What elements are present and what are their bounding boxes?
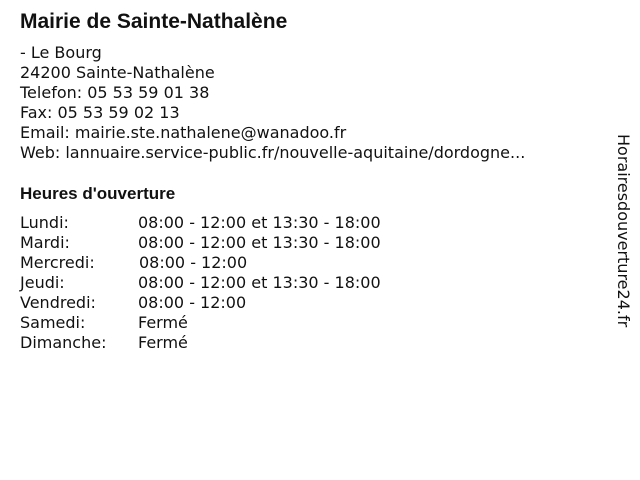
day-hours: 08:00 - 12:00 et 13:30 - 18:00 [138, 233, 381, 252]
day-label: Mercredi: [20, 253, 95, 272]
day-label: Samedi: [20, 313, 86, 332]
address-street: - Le Bourg [20, 43, 102, 62]
address-city: 24200 Sainte-Nathalène [20, 63, 215, 82]
day-label: Dimanche: [20, 333, 107, 352]
opening-hours-heading: Heures d'ouverture [20, 184, 176, 203]
day-label: Lundi: [20, 213, 69, 232]
day-hours: 08:00 - 12:00 [138, 293, 247, 312]
fax-number: Fax: 05 53 59 02 13 [20, 103, 180, 122]
day-hours: Fermé [138, 313, 188, 332]
phone-number: Telefon: 05 53 59 01 38 [20, 83, 210, 102]
day-label: Mardi: [20, 233, 70, 252]
day-label: Vendredi: [20, 293, 96, 312]
day-hours: 08:00 - 12:00 et 13:30 - 18:00 [138, 273, 381, 292]
day-hours: 08:00 - 12:00 [139, 253, 248, 272]
day-hours: 08:00 - 12:00 et 13:30 - 18:00 [138, 213, 381, 232]
contact-info [20, 43, 525, 163]
site-watermark: Horairesdouverture24.fr [614, 134, 633, 328]
page-title: Mairie de Sainte-Nathalène [20, 10, 288, 33]
day-label: Jeudi: [20, 273, 65, 292]
day-hours: Fermé [138, 333, 188, 352]
website-link: Web: lannuaire.service-public.fr/nouvelle-aquitaine/dordogne... [20, 143, 526, 162]
email-address: Email: mairie.ste.nathalene@wanadoo.fr [20, 123, 347, 142]
